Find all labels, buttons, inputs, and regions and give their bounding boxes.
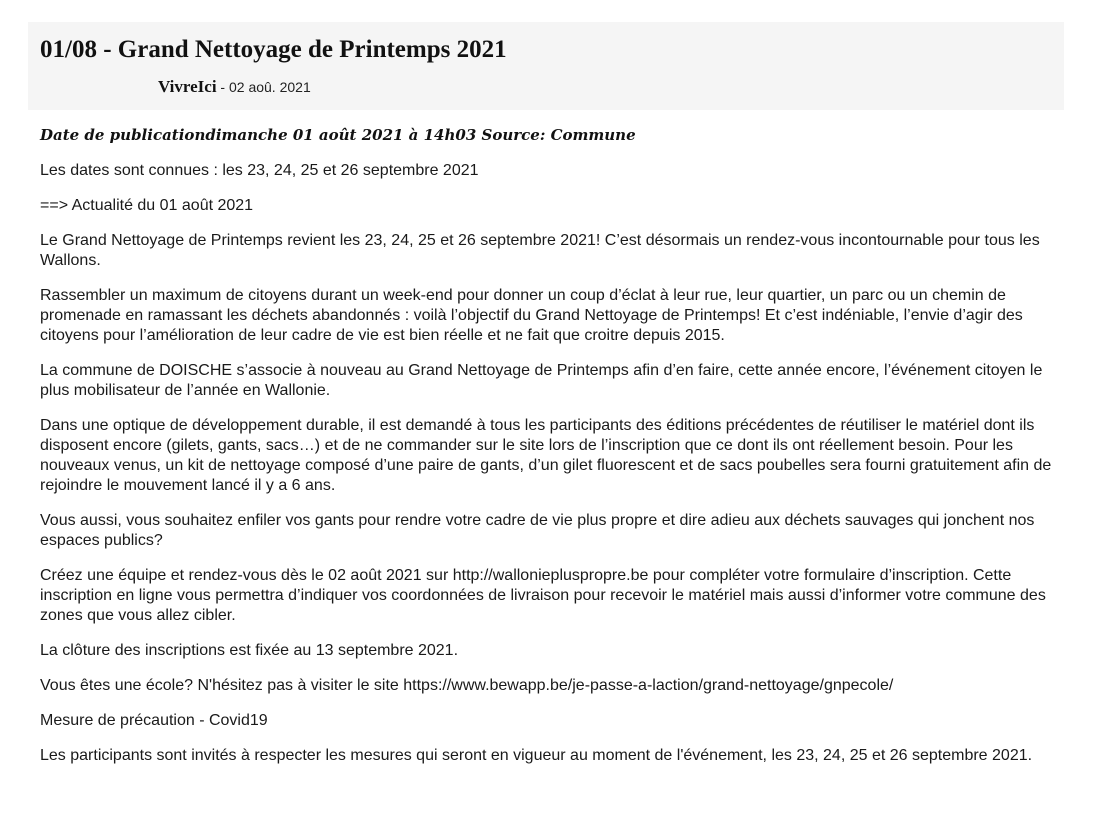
paragraph-deadline: La clôture des inscriptions est fixée au 13 septembre 2021. [40,642,459,659]
article-byline [158,78,311,96]
paragraph-covid-heading: Mesure de précaution - Covid19 [40,712,268,729]
publication-meta: Date de publicationdimanche 01 août 2021 à 14h03 Source: Commune [40,126,636,144]
paragraph-covid-measures: Les participants sont invités à respecter les mesures qui seront en vigueur au moment de l'événement, les 23, 24, 25 et 26 septembre 2021. [40,747,1033,764]
paragraph-registration: Créez une équipe et rendez-vous dès le 02 août 2021 sur http://walloniepluspropre.be pour compléter votre formulaire d’inscription. Cette inscription en ligne vous permettra d’indiquer vos coordonnées de livraison pour recevoir le matériel mais aussi d’informer votre commune des zones que vous allez cibler. [40,567,1046,624]
paragraph-commune: La commune de DOISCHE s’associe à nouveau au Grand Nettoyage de Printemps afin d’en faire, cette année encore, l’événement citoyen le plus mobilisateur de l’année en Wallonie. [40,362,1043,399]
paragraph-objective: Rassembler un maximum de citoyens durant un week-end pour donner un coup d’éclat à leur rue, leur quartier, un parc ou un chemin de promenade en ramassant les déchets abandonnés : voilà l’objectif du Grand Nettoyage de Printemps! Et c’est indéniable, l’envie d’agir des citoyens pour l’amélioration de leur cadre de vie est bien réelle et ne fait que croitre depuis 2015. [40,287,1023,344]
paragraph-schools: Vous êtes une école? N'hésitez pas à visiter le site https://www.bewapp.be/je-passe-a-laction/grand-nettoyage/gnpecole/ [40,677,894,694]
paragraph-news-date: ==> Actualité du 01 août 2021 [40,197,254,214]
paragraph-dates: Les dates sont connues : les 23, 24, 25 et 26 septembre 2021 [40,162,479,179]
article-header [28,22,1064,110]
paragraph-sustainability: Dans une optique de développement durable, il est demandé à tous les participants des éditions précédentes de réutiliser le matériel dont ils disposent encore (gilets, gants, sacs…) et de ne commander sur le site lors de l’inscription que ce dont ils ont réellement besoin. Pour les nouveaux venus, un kit de nettoyage composé d’une paire de gants, d’un gilet fluorescent et de sacs poubelles sera fourni gratuitement afin de rejoindre le mouvement lancé il y a 6 ans. [40,417,1052,494]
paragraph-invitation: Vous aussi, vous souhaitez enfiler vos gants pour rendre votre cadre de vie plus propre et dire adieu aux déchets sauvages qui jonchent nos espaces publics? [40,512,1035,549]
author-name[interactable]: VivreIci [158,77,217,96]
paragraph-intro: Le Grand Nettoyage de Printemps revient les 23, 24, 25 et 26 septembre 2021! C’est désormais un rendez-vous incontournable pour tous les Wallons. [40,232,1040,269]
article-title: 01/08 - Grand Nettoyage de Printemps 2021 [40,36,507,63]
publish-date: - 02 aoû. 2021 [216,79,311,95]
article-body [40,125,1060,781]
